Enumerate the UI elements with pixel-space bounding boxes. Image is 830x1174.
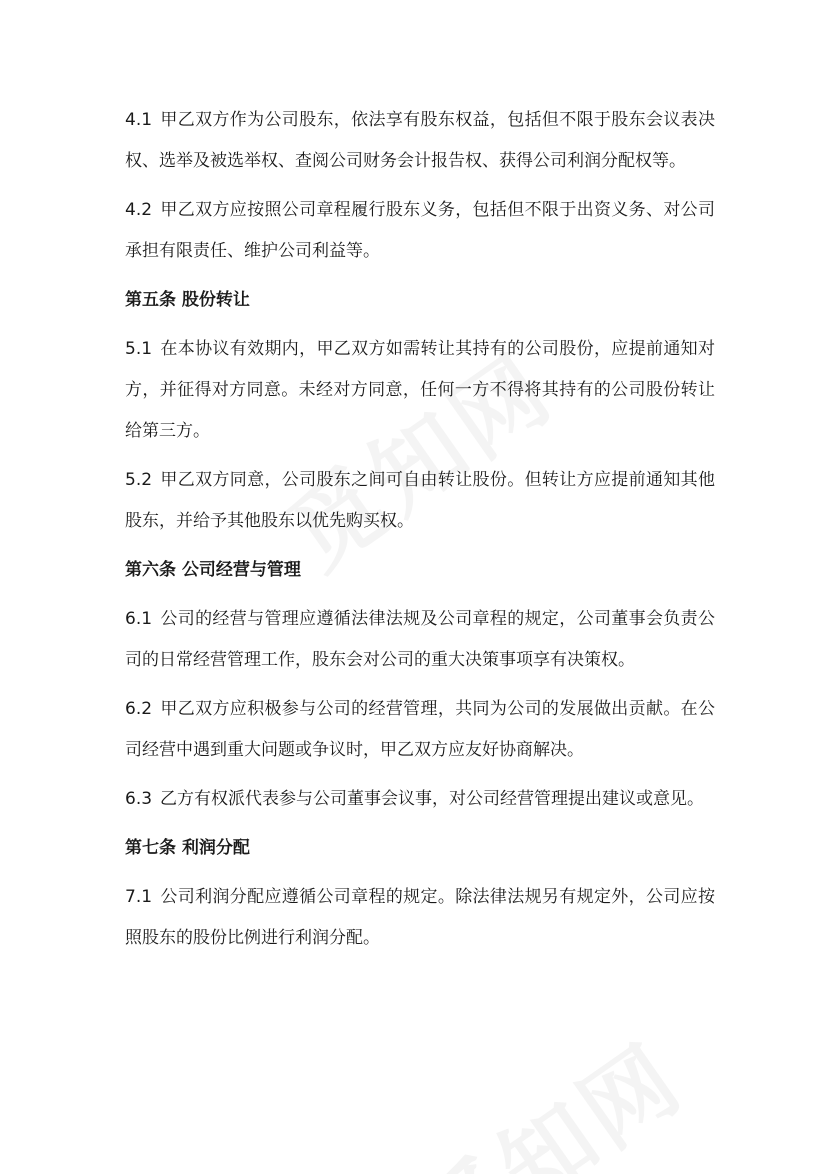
clause-4-2 (125, 190, 715, 272)
clause-6-2 (125, 689, 715, 771)
clause-number: 6.1 (125, 609, 153, 629)
clause-text: 乙方有权派代表参与公司董事会议事，对公司经营管理提出建议或意见。 (160, 789, 705, 809)
clause-text: 甲乙双方同意，公司股东之间可自由转让股份。但转让方应提前通知其他股东，并给予其他股东以优先购买权。 (125, 470, 715, 531)
clause-text: 公司的经营与管理应遵循法律法规及公司章程的规定，公司董事会负责公司的日常经营管理工作，股东会对公司的重大决策事项享有决策权。 (125, 609, 715, 670)
clause-5-1 (125, 329, 715, 452)
clause-4-1 (125, 100, 715, 182)
clause-number: 4.1 (125, 110, 153, 130)
clause-7-1 (125, 877, 715, 959)
clause-number: 4.2 (125, 200, 153, 220)
clause-text: 甲乙双方作为公司股东，依法享有股东权益，包括但不限于股东会议表决权、选举及被选举权、查阅公司财务会计报告权、获得公司利润分配权等。 (125, 110, 715, 171)
clause-5-2 (125, 460, 715, 542)
article-6-heading: 第六条 公司经营与管理 (125, 560, 301, 580)
clause-number: 6.2 (125, 699, 153, 719)
article-5-heading: 第五条 股份转让 (125, 290, 250, 310)
watermark (389, 1008, 706, 1174)
clause-number: 5.2 (125, 470, 153, 490)
clause-text: 在本协议有效期内，甲乙双方如需转让其持有的公司股份，应提前通知对方，并征得对方同意。未经对方同意，任何一方不得将其持有的公司股份转让给第三方。 (125, 339, 715, 441)
clause-6-1 (125, 599, 715, 681)
clause-text: 甲乙双方应积极参与公司的经营管理，共同为公司的发展做出贡献。在公司经营中遇到重大问题或争议时，甲乙双方应友好协商解决。 (125, 699, 715, 760)
clause-number: 7.1 (125, 887, 153, 907)
article-7-heading: 第七条 利润分配 (125, 838, 250, 858)
clause-number: 6.3 (125, 789, 153, 809)
clause-number: 5.1 (125, 339, 153, 359)
clause-6-3 (125, 779, 715, 820)
clause-text: 公司利润分配应遵循公司章程的规定。除法律法规另有规定外，公司应按照股东的股份比例进行利润分配。 (125, 887, 715, 948)
clause-text: 甲乙双方应按照公司章程履行股东义务，包括但不限于出资义务、对公司承担有限责任、维护公司利益等。 (125, 200, 715, 261)
document-body (125, 100, 715, 959)
